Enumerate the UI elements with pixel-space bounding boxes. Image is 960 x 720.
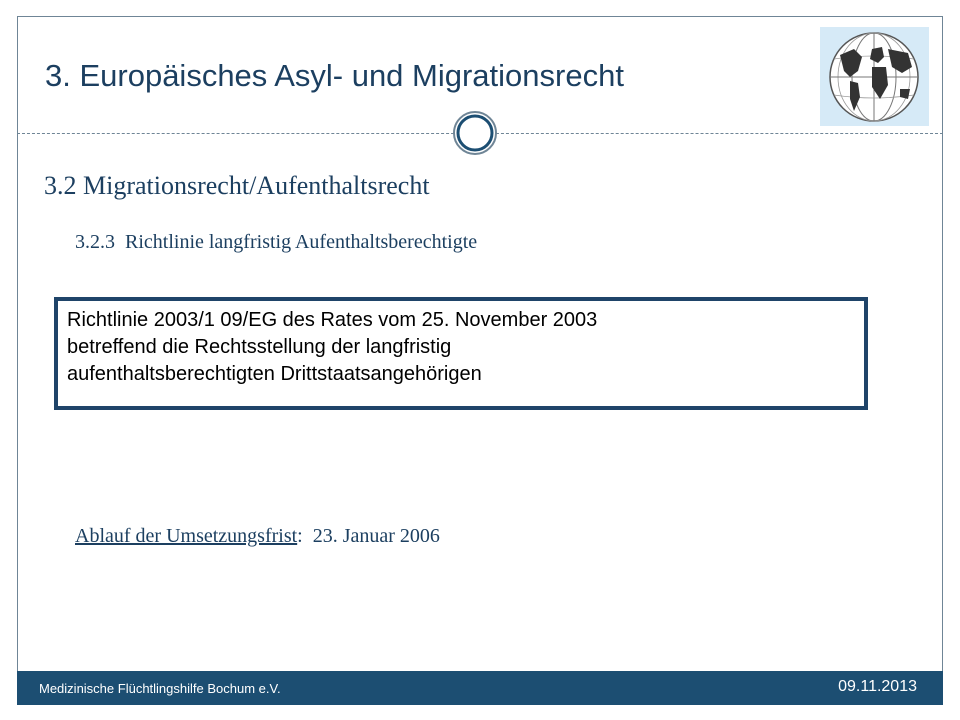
globe-icon <box>820 27 929 126</box>
directive-line: Richtlinie 2003/1 09/EG des Rates vom 25. November 2003 <box>67 309 598 331</box>
footer-bar <box>17 671 943 705</box>
directive-line: betreffend die Rechtsstellung der langfristig <box>67 336 452 358</box>
subsection-title: Richtlinie langfristig Aufenthaltsberechtigte <box>125 231 478 253</box>
deadline-label: Ablauf der Umsetzungsfrist <box>75 525 298 547</box>
subsection-number: 3.2.3 <box>75 231 115 253</box>
deadline-value: 23. Januar 2006 <box>312 525 440 547</box>
footer-organization: Medizinische Flüchtlingshilfe Bochum e.V. <box>39 681 281 696</box>
directive-line: aufenthaltsberechtigten Drittstaatsangehörigen <box>67 363 482 385</box>
subsection-heading <box>75 231 477 254</box>
ring-icon <box>452 110 498 156</box>
slide-title: 3. Europäisches Asyl- und Migrationsrecht <box>45 58 624 93</box>
deadline-row: Ablauf der Umsetzungsfrist: 23. Januar 2006 <box>75 525 440 547</box>
section-heading: 3.2 Migrationsrecht/Aufenthaltsrecht <box>44 171 430 200</box>
footer-date: 09.11.2013 <box>838 678 917 695</box>
directive-box <box>54 297 868 410</box>
